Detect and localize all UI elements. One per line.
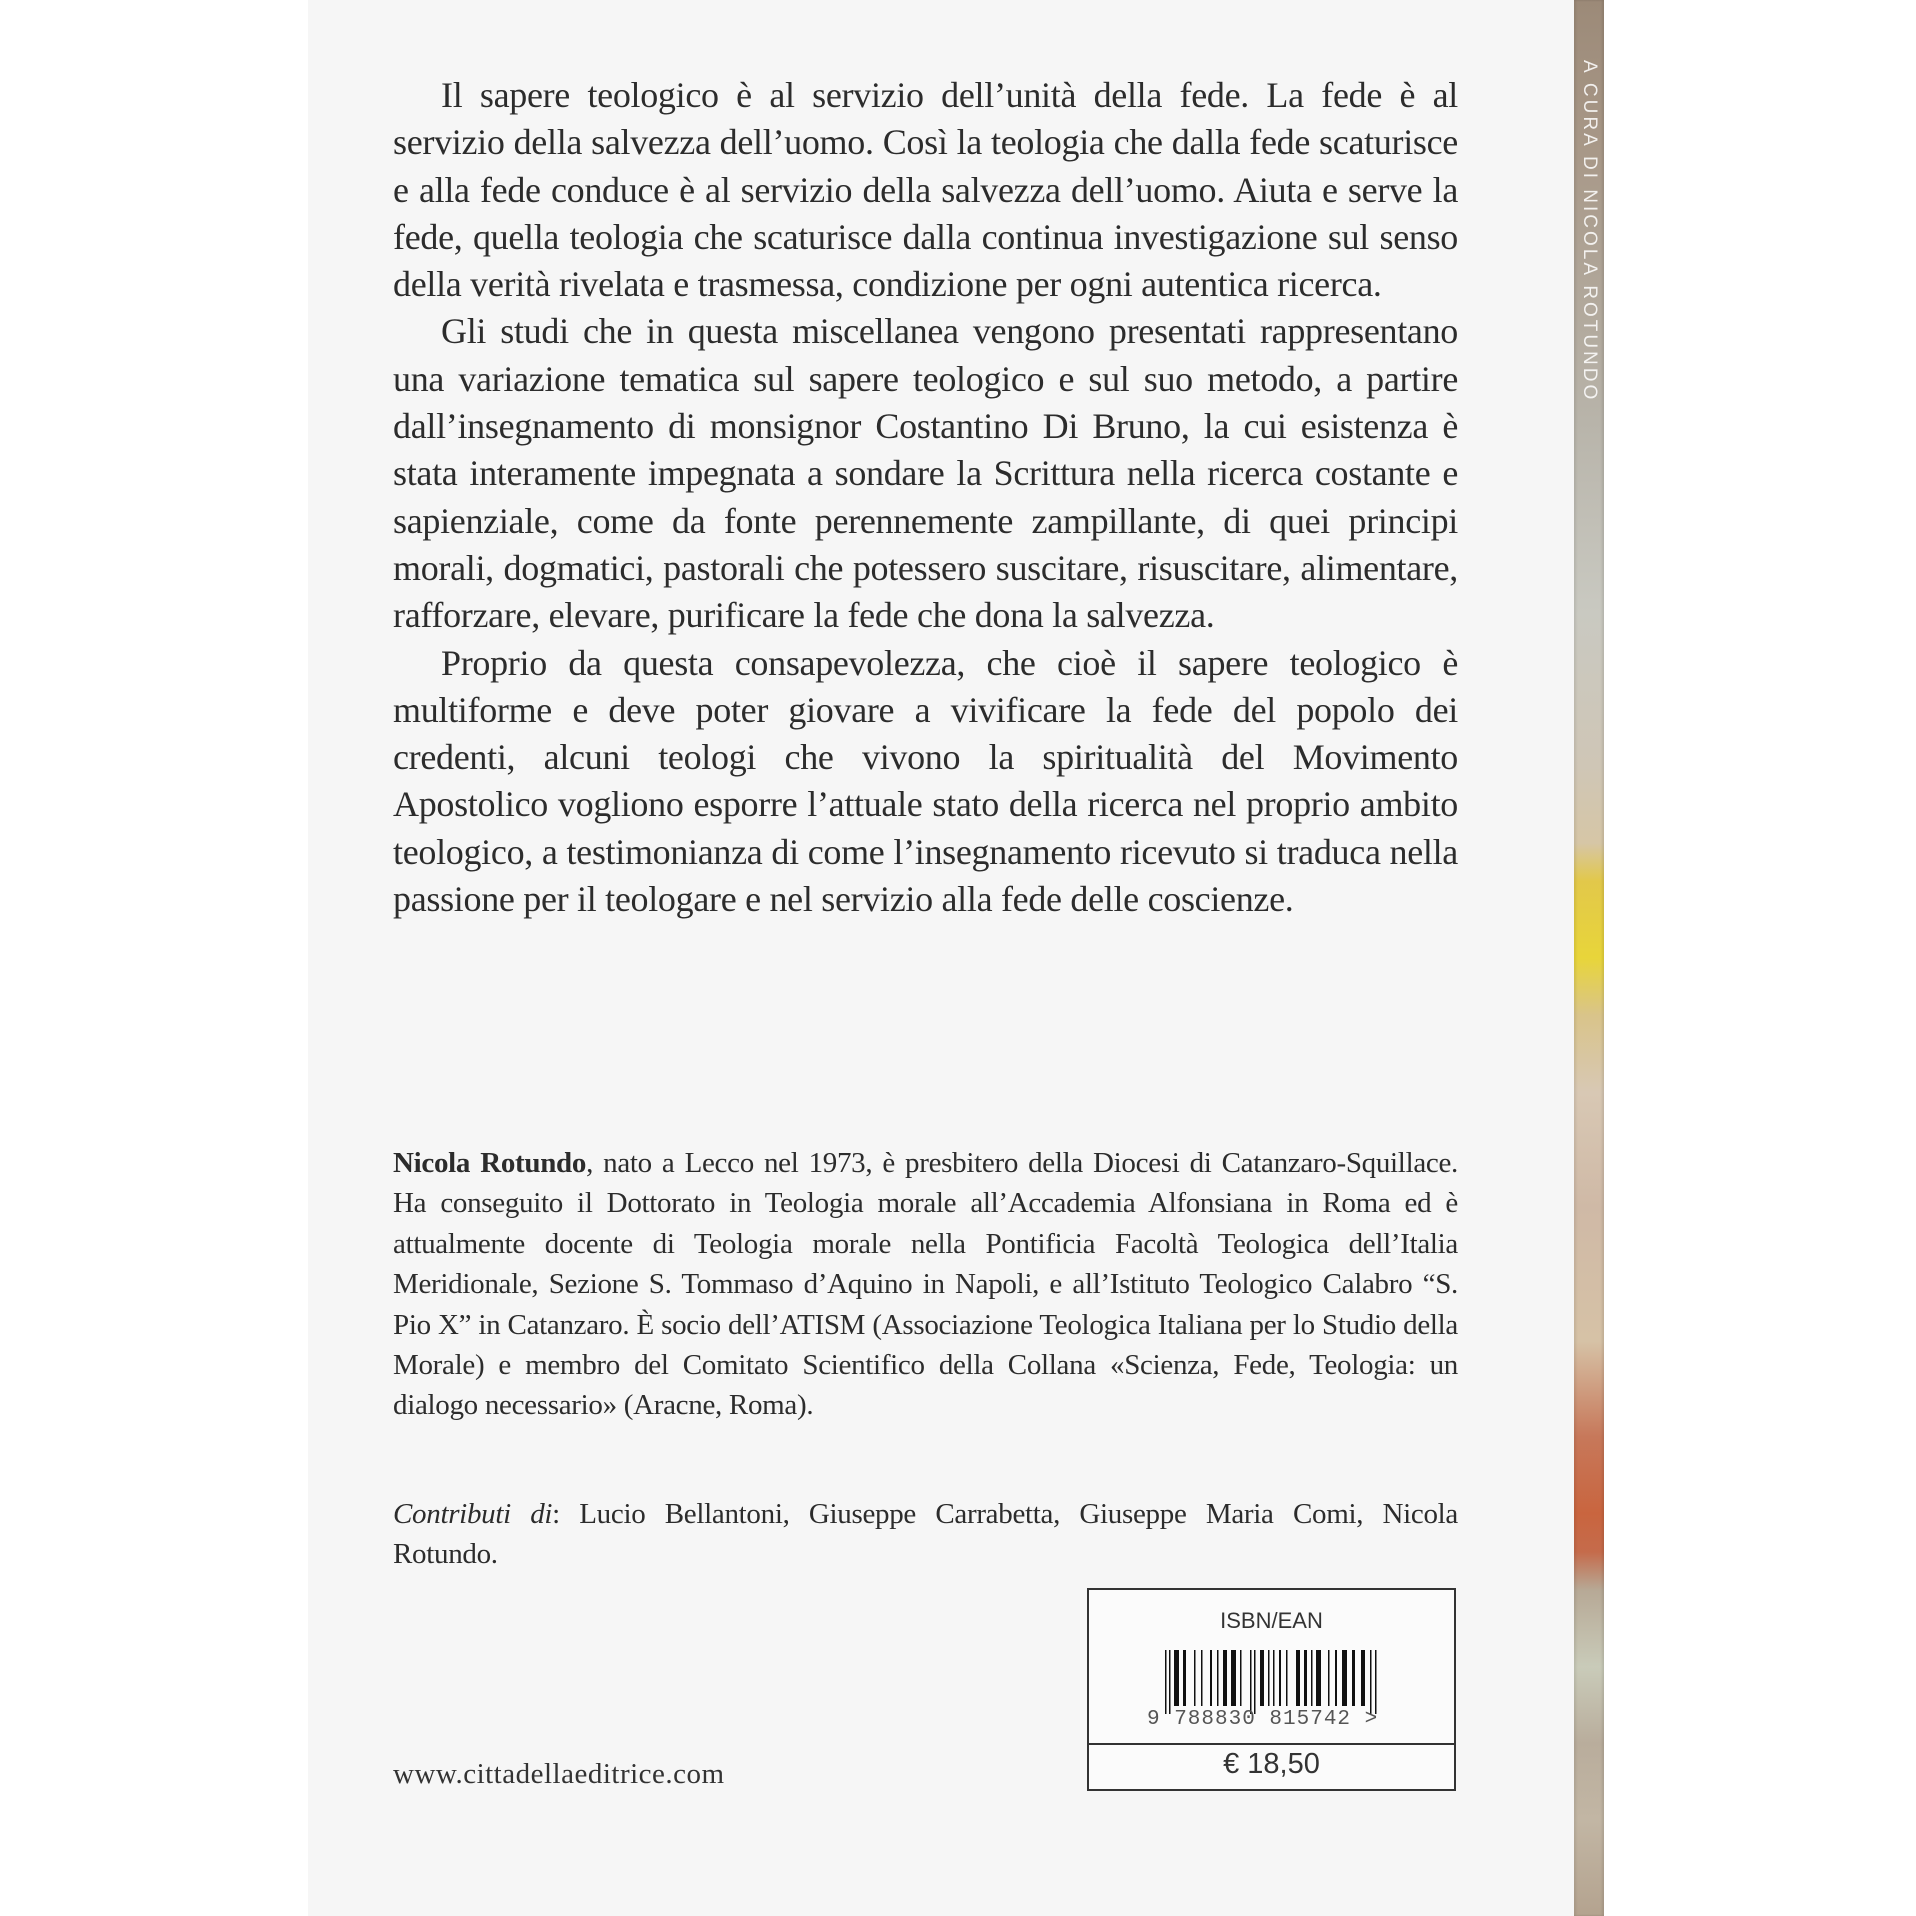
contributors-names: : Lucio Bellantoni, Giuseppe Carrabetta, Giuseppe Maria Comi, Nicola Rotundo. bbox=[393, 1498, 1459, 1571]
isbn-divider bbox=[1089, 1743, 1454, 1745]
book-spine bbox=[1574, 0, 1604, 1916]
author-bio bbox=[393, 1143, 1458, 1426]
publisher-url: www.cittadellaeditrice.com bbox=[393, 1758, 725, 1790]
barcode-digits: 9 788830 815742 > bbox=[1147, 1708, 1379, 1731]
barcode-icon bbox=[1165, 1650, 1385, 1714]
spine-title: A CURA DI NICOLA ROTUNDO bbox=[1579, 60, 1600, 403]
author-bio-text: , nato a Lecco nel 1973, è presbitero della Diocesi di Catanzaro-Squillace. Ha conseguito il Dottorato in Teologia morale all’Accademia Alfonsiana in Roma ed è attualmente docente di Teologia morale nella Pontificia Facoltà Teologica dell’Italia Meridionale, Sezione S. Tommaso d’Aquino in Napoli, e all’Istituto Teologico Calabro “S. Pio X” in Catanzaro. È socio dell’ATISM (Associazione Teologica Italiana per lo Studio della Morale) e membro del Comitato Scientifico della Collana «Scienza, Fede, Teologia: un dialogo necessario» (Aracne, Roma). bbox=[393, 1147, 1458, 1422]
price: € 18,50 bbox=[1223, 1748, 1320, 1780]
contributors bbox=[393, 1494, 1458, 1575]
author-name: Nicola Rotundo bbox=[393, 1147, 587, 1179]
blurb-paragraph-2: Gli studi che in questa miscellanea vengono presentati rappresentano una variazione tematica sul sapere teologico e sul suo metodo, a partire dall’insegnamento di monsignor Costantino Di Bruno, la cui esistenza è stata interamente impegnata a sondare la Scrittura nella ricerca costante e sapienziale, come da fonte perennemente zampillante, di quei principi morali, dogmatici, pastorali che potessero suscitare, risuscitare, alimentare, rafforzare, elevare, purificare la fede che dona la salvezza. bbox=[393, 311, 1458, 636]
blurb-paragraph-1: Il sapere teologico è al servizio dell’unità della fede. La fede è al servizio della salvezza dell’uomo. Così la teologia che dalla fede scaturisce e alla fede conduce è al servizio della salvezza dell’uomo. Aiuta e serve la fede, quella teologia che scaturisce dalla continua investigazione sul senso della verità rivelata e trasmessa, condizione per ogni autentica ricerca. bbox=[393, 75, 1458, 305]
isbn-label: ISBN/EAN bbox=[1220, 1608, 1323, 1633]
blurb bbox=[393, 72, 1458, 923]
isbn-price-box bbox=[1087, 1588, 1456, 1791]
blurb-paragraph-3: Proprio da questa consapevolezza, che cioè il sapere teologico è multiforme e deve poter giovare a vivificare la fede del popolo dei credenti, alcuni teologi che vivono la spiritualità del Movimento Apostolico vogliono esporre l’attuale stato della ricerca nel proprio ambito teologico, a testimonianza di come l’insegnamento ricevuto si traduca nella passione per il teologare e nel servizio alla fede delle coscienze. bbox=[393, 642, 1458, 920]
contributors-label: Contributi di bbox=[393, 1498, 553, 1530]
